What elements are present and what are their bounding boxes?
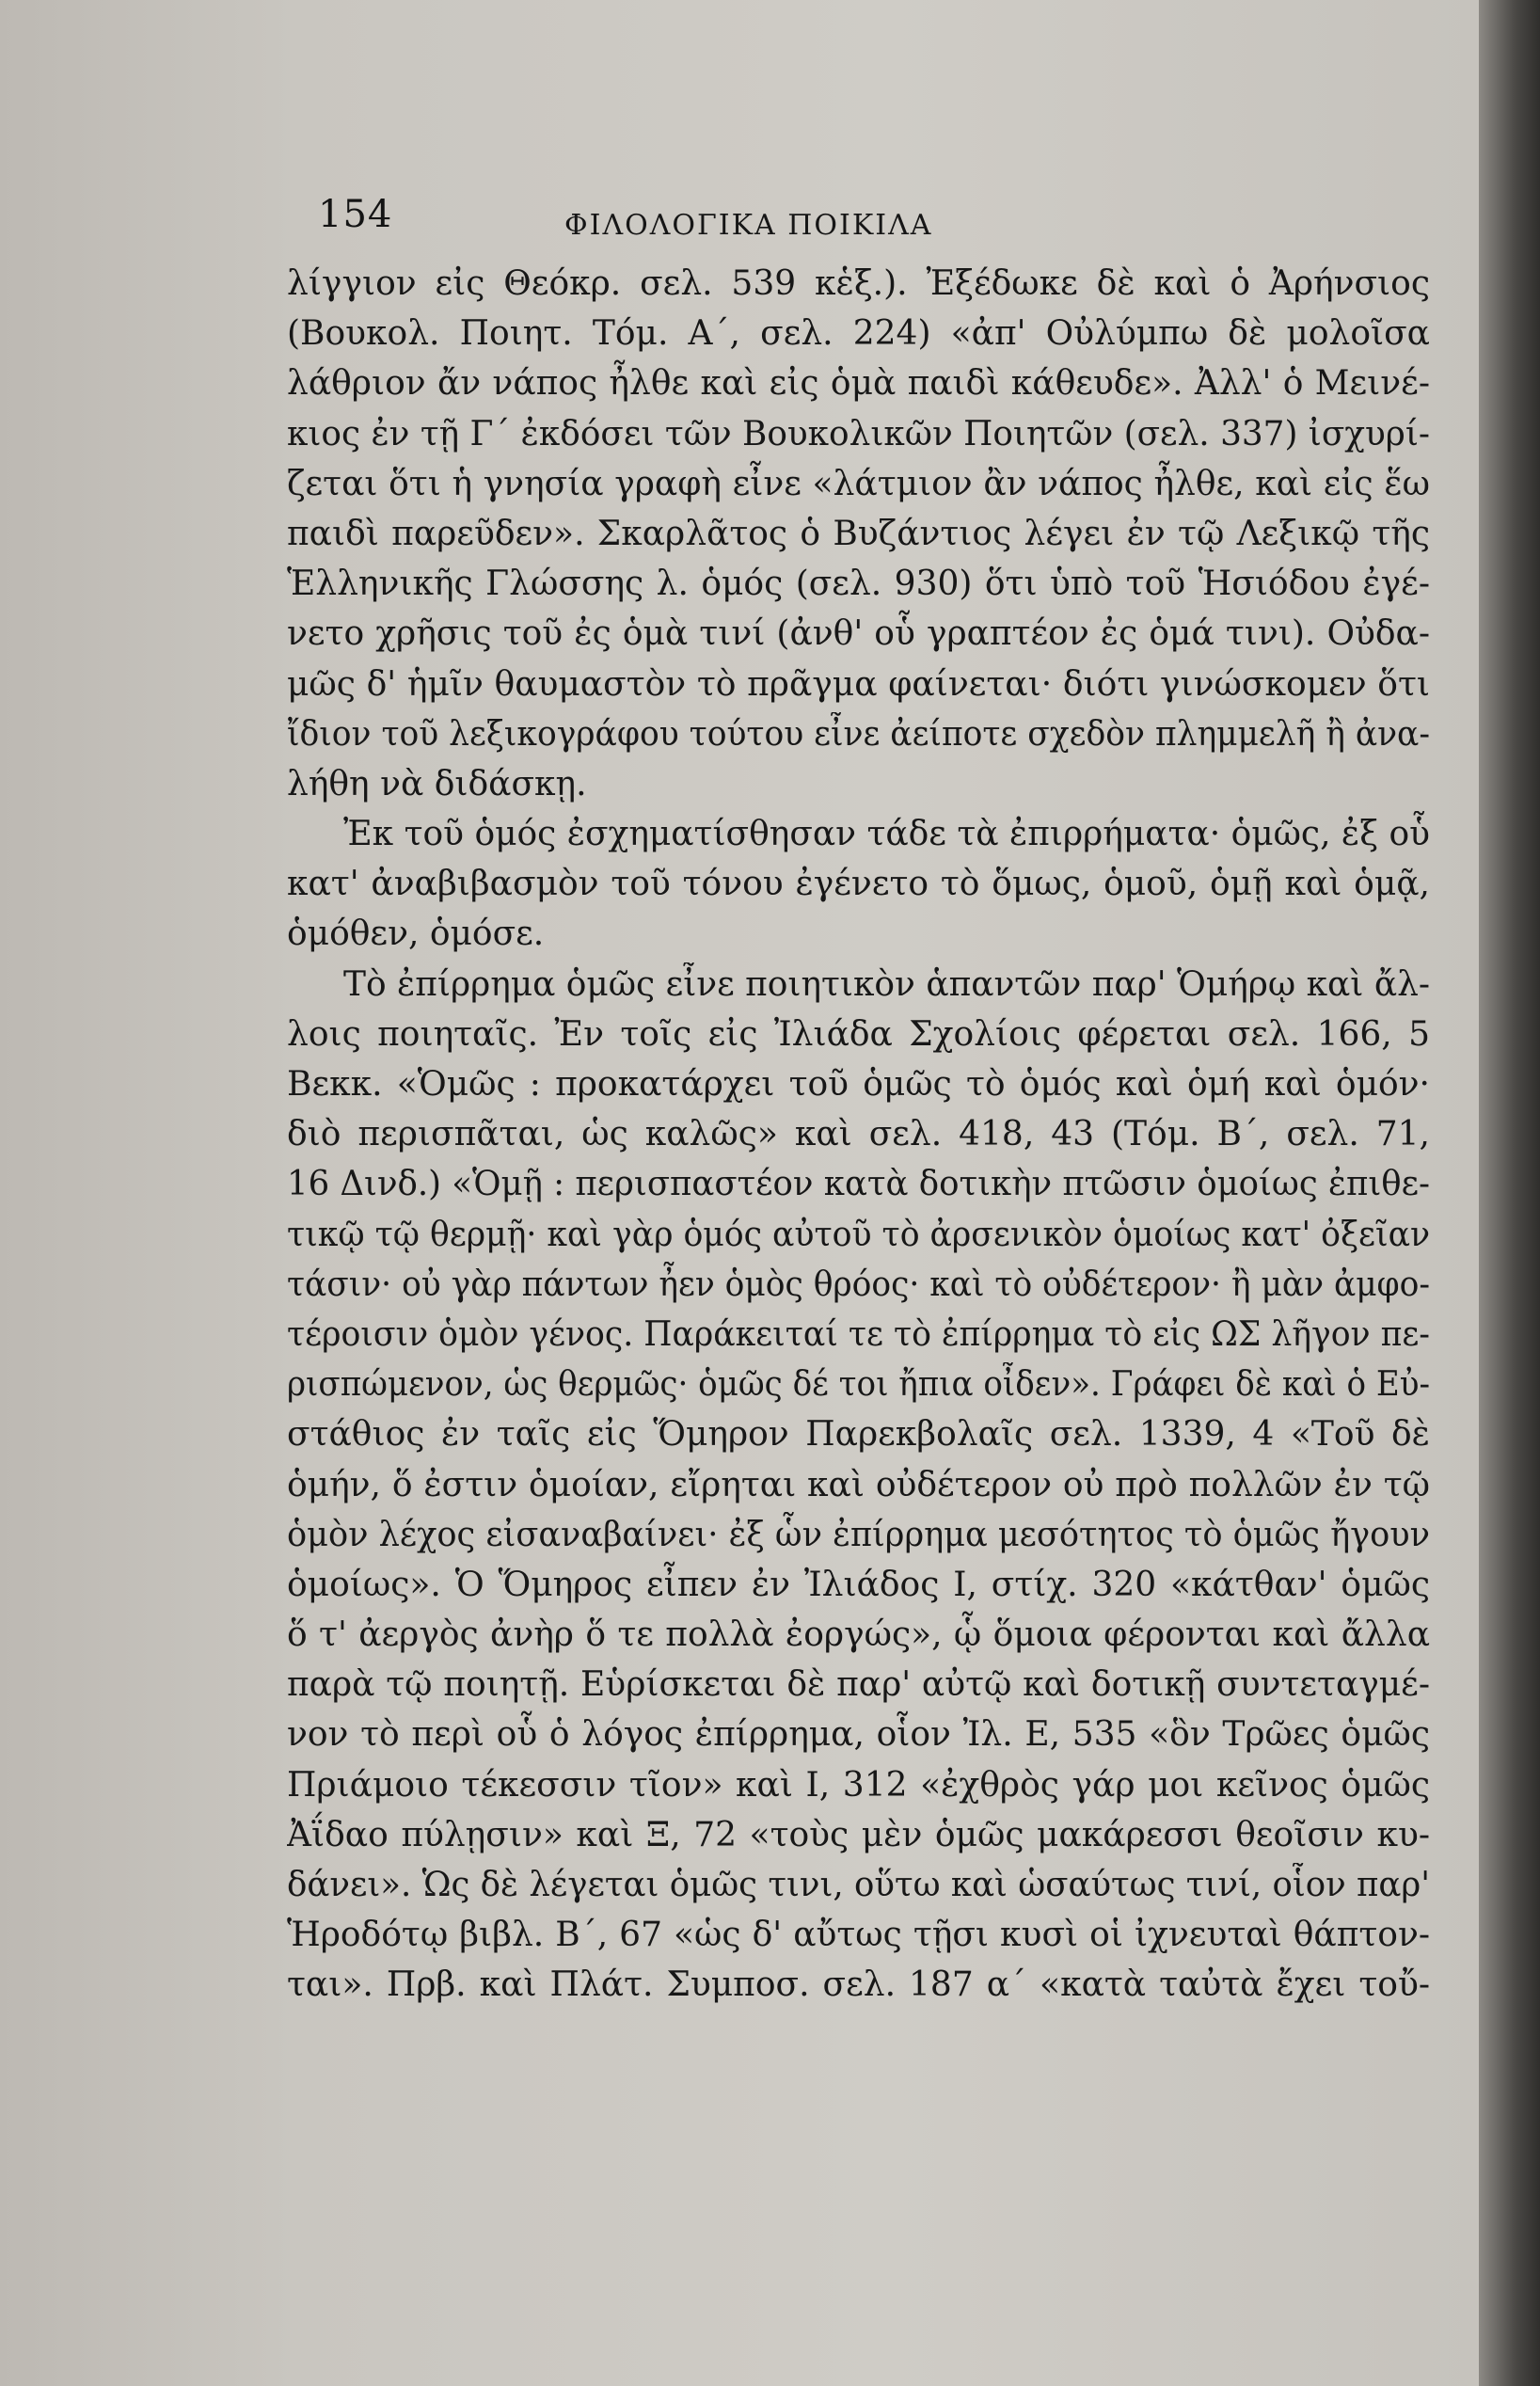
text-line: ται». Πρβ. καὶ Πλάτ. Συμποσ. σελ. 187 α΄ «κατὰ ταὐτὰ ἔχει τοὔ-: [287, 1965, 1430, 2005]
text-line: ρισπώμενον, ὡς θερμῶς· ὁμῶς δέ τοι ἤπια οἶδεν». Γράφει δὲ καὶ ὁ Εὐ-: [287, 1365, 1430, 1405]
text-line: διὸ περισπᾶται, ὡς καλῶς» καὶ σελ. 418, 43 (Τόμ. Β΄, σελ. 71,: [287, 1115, 1430, 1154]
text-line: κατ' ἀναβιβασμὸν τοῦ τόνου ἐγένετο τὸ ὅμως, ὁμοῦ, ὁμῇ καὶ ὁμᾷ,: [287, 865, 1430, 904]
text-line: Ἑλληνικῆς Γλώσσης λ. ὁμός (σελ. 930) ὅτι ὑπὸ τοῦ Ἡσιόδου ἐγέ-: [287, 565, 1430, 604]
text-line: ὁμὸν λέχος εἰσαναβαίνει· ἐξ ὧν ἐπίρρημα μεσότητος τὸ ὁμῶς ἤγουν: [287, 1515, 1430, 1554]
page-header: [0, 0, 1479, 263]
text-line: Πριάμοιο τέκεσσιν τῖον» καὶ Ι, 312 «ἐχθρὸς γάρ μοι κεῖνος ὁμῶς: [287, 1765, 1430, 1805]
text-line: τάσιν· οὐ γὰρ πάντων ἦεν ὁμὸς θρόος· καὶ τὸ οὐδέτερον· ἢ μὰν ἀμφο-: [287, 1265, 1430, 1304]
text-line: τέροισιν ὁμὸν γένος. Παράκειταί τε τὸ ἐπίρρημα τὸ εἰς ΩΣ λῆγον πε-: [287, 1314, 1430, 1354]
text-line: Ἡροδότῳ βιβλ. Β΄, 67 «ὡς δ' αὔτως τῇσι κυσὶ οἱ ἰχνευταὶ θάπτον-: [287, 1916, 1430, 1955]
text-line: ὅ τ' ἀεργὸς ἀνὴρ ὅ τε πολλὰ ἐοργώς», ᾧ ὅμοια φέρονται καὶ ἄλλα: [287, 1615, 1430, 1655]
text-line: Βεκκ. «Ὁμῶς : προκατάρχει τοῦ ὁμῶς τὸ ὁμός καὶ ὁμή καὶ ὁμόν·: [287, 1065, 1430, 1104]
text-line: Ἐκ τοῦ ὁμός ἐσχηματίσθησαν τάδε τὰ ἐπιρρήματα· ὁμῶς, ἐξ οὗ: [343, 815, 1430, 854]
text-line: νετο χρῆσις τοῦ ἐς ὁμὰ τινί (ἀνθ' οὗ γραπτέον ἐς ὁμά τινι). Οὐδα-: [287, 614, 1430, 654]
text-line: παρὰ τῷ ποιητῇ. Εὑρίσκεται δὲ παρ' αὐτῷ καὶ δοτικῇ συντεταγμέ-: [287, 1665, 1430, 1705]
text-line: λήθη νὰ διδάσκῃ.: [287, 764, 587, 803]
text-line: παιδὶ παρεῦδεν». Σκαρλᾶτος ὁ Βυζάντιος λέγει ἐν τῷ Λεξικῷ τῆς: [287, 514, 1430, 553]
text-line: νον τὸ περὶ οὗ ὁ λόγος ἐπίρρημα, οἷον Ἰλ. Ε, 535 «ὃν Τρῶες ὁμῶς: [287, 1715, 1430, 1755]
text-line: Τὸ ἐπίρρημα ὁμῶς εἶνε ποιητικὸν ἁπαντῶν παρ' Ὁμήρῳ καὶ ἄλ-: [343, 964, 1430, 1004]
text-line: ὁμήν, ὅ ἐστιν ὁμοίαν, εἴρηται καὶ οὐδέτερον οὐ πρὸ πολλῶν ἐν τῷ: [287, 1465, 1430, 1504]
text-line: ζεται ὅτι ἡ γνησία γραφὴ εἶνε «λάτμιον ἂν νάπος ἦλθε, καὶ εἰς ἕω: [287, 464, 1430, 503]
text-line: λίγγιον εἰς Θεόκρ. σελ. 539 κἑξ.). Ἐξέδωκε δὲ καὶ ὁ Ἀρήνσιος: [287, 264, 1430, 303]
text-line: 16 Δινδ.) «Ὁμῇ : περισπαστέον κατὰ δοτικὴν πτῶσιν ὁμοίως ἐπιθε-: [287, 1165, 1430, 1204]
page-edge-shadow: [1479, 0, 1540, 2386]
running-head: ΦΙΛΟΛΟΓΙΚΑ ΠΟΙΚΙΛΑ: [564, 209, 933, 242]
text-line: δάνει». Ὡς δὲ λέγεται ὁμῶς τινι, οὕτω καὶ ὡσαύτως τινί, οἷον παρ': [287, 1866, 1430, 1904]
text-line: στάθιος ἐν ταῖς εἰς Ὅμηρον Παρεκβολαῖς σελ. 1339, 4 «Τοῦ δὲ: [287, 1415, 1430, 1455]
text-line: ἴδιον τοῦ λεξικογράφου τούτου εἶνε ἀείποτε σχεδὸν πλημμελῆ ἢ ἀνα-: [287, 714, 1430, 754]
text-line: λάθριον ἄν νάπος ἦλθε καὶ εἰς ὁμὰ παιδὶ κάθευδε». Ἀλλ' ὁ Μεινέ-: [287, 364, 1430, 404]
page-number: 154: [318, 193, 393, 236]
text-line: μῶς δ' ἡμῖν θαυμαστὸν τὸ πρᾶγμα φαίνεται· διότι γινώσκομεν ὅτι: [287, 664, 1430, 704]
body-text: [287, 259, 1430, 2011]
text-line: Ἀΐδαο πύλῃσιν» καὶ Ξ, 72 «τοὺς μὲν ὁμῶς μακάρεσσι θεοῖσιν κυ-: [287, 1815, 1430, 1854]
text-line: (Βουκολ. Ποιητ. Τόμ. Α΄, σελ. 224) «ἀπ' Οὐλύμπω δὲ μολοῖσα: [287, 314, 1430, 354]
text-line: λοις ποιηταῖς. Ἐν τοῖς εἰς Ἰλιάδα Σχολίοις φέρεται σελ. 166, 5: [287, 1014, 1430, 1054]
text-line: ὁμοίως». Ὁ Ὅμηρος εἶπεν ἐν Ἰλιάδος Ι, στίχ. 320 «κάτθαν' ὁμῶς: [287, 1565, 1430, 1604]
text-line: κιος ἐν τῇ Γ΄ ἐκδόσει τῶν Βουκολικῶν Ποιητῶν (σελ. 337) ἰσχυρί-: [287, 414, 1430, 453]
text-line: τικῷ τῷ θερμῇ· καὶ γὰρ ὁμός αὐτοῦ τὸ ἀρσενικὸν ὁμοίως κατ' ὀξεῖαν: [287, 1215, 1430, 1254]
text-line: ὁμόθεν, ὁμόσε.: [287, 915, 545, 954]
